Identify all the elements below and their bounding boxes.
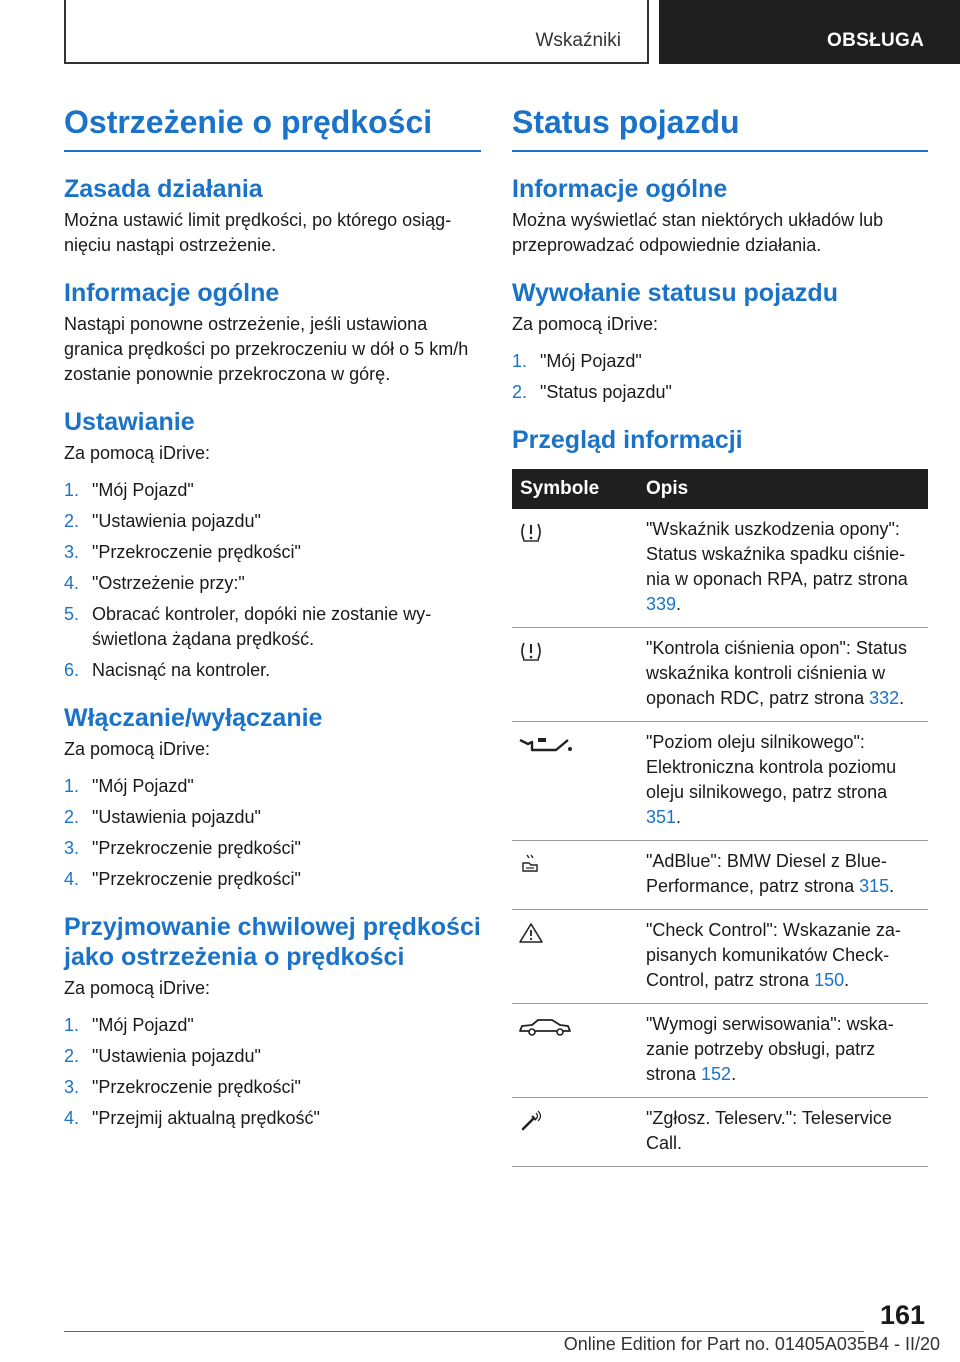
heading-info-left: Informacje ogólne <box>64 279 280 307</box>
list-number: 1. <box>512 351 528 371</box>
list-item <box>64 602 481 652</box>
row-end: . <box>676 594 682 614</box>
row-end: . <box>889 876 895 896</box>
intro-ustawianie: Za pomocą iDrive: <box>64 443 211 463</box>
row-end: . <box>731 1064 737 1084</box>
warning-triangle-icon <box>518 922 544 944</box>
heading-info-right: Informacje ogólne <box>512 175 728 203</box>
page-ref-link[interactable]: 332 <box>869 688 900 708</box>
symbol-cell <box>512 910 636 1004</box>
right-column <box>512 100 928 1167</box>
left-title: Ostrzeżenie o prędkości <box>64 100 481 152</box>
list-number: 3. <box>64 1077 80 1097</box>
oil-can-icon <box>518 734 574 756</box>
page-ref-link[interactable]: 150 <box>814 970 845 990</box>
list-text: "Przekroczenie prędkości" <box>92 542 301 562</box>
text-info-left: Nastąpi ponowne ostrzeżenie, jeśli ustawiona granica prędkości po przekroczeniu w dół o 5 km/h zostanie ponownie przekroczona w górę. <box>64 314 469 384</box>
row-text: "Wskaźnik uszkodzenia opony": Status wskaźnika spadku ciśnienia w oponach RPA, patrz strona <box>646 519 908 589</box>
symbol-cell <box>512 628 636 722</box>
list-number: 4. <box>64 869 80 889</box>
heading-przyjmowanie: Przyjmowanie chwilowej prędkości jako ostrzeżenia o prędkości <box>64 913 481 971</box>
list-text: "Mój Pojazd" <box>92 480 194 500</box>
symbol-cell <box>512 509 636 628</box>
header-section: Wskaźniki <box>535 30 621 51</box>
list-item <box>64 836 481 861</box>
list-number: 3. <box>64 838 80 858</box>
list-wywolanie <box>512 349 928 405</box>
car-service-icon <box>518 1016 572 1038</box>
list-number: 3. <box>64 542 80 562</box>
list-number: 2. <box>512 382 528 402</box>
header-box <box>64 0 649 64</box>
list-item <box>64 478 481 503</box>
list-text: Nacisnąć na kontroler. <box>92 660 271 680</box>
description-cell <box>636 628 928 722</box>
text-info-right: Można wyświetlać stan niektórych układów lub przeprowadzać odpowiednie działania. <box>512 210 884 255</box>
description-cell <box>636 910 928 1004</box>
left-column <box>64 100 481 1151</box>
list-text: "Przekroczenie prędkości" <box>92 838 301 858</box>
table-row <box>512 509 928 628</box>
symbol-cell <box>512 841 636 910</box>
list-number: 2. <box>64 807 80 827</box>
row-text: "Check Control": Wskazanie zapisanych komunikatów Check-Control, patrz strona <box>646 920 901 990</box>
list-item <box>64 1044 481 1069</box>
adblue-icon <box>518 853 542 875</box>
list-text: "Przejmij aktualną prędkość" <box>92 1108 320 1128</box>
description-cell <box>636 1098 928 1167</box>
info-table <box>512 469 928 1167</box>
list-number: 4. <box>64 573 80 593</box>
list-item <box>64 509 481 534</box>
list-text: "Przekroczenie prędkości" <box>92 869 301 889</box>
tire-pressure-icon <box>518 640 544 662</box>
list-text: "Status pojazdu" <box>540 382 672 402</box>
list-text: "Ustawienia pojazdu" <box>92 807 261 827</box>
intro-wlaczanie: Za pomocą iDrive: <box>64 739 211 759</box>
page-ref-link[interactable]: 152 <box>701 1064 732 1084</box>
list-text: "Ustawienia pojazdu" <box>92 511 261 531</box>
table-header-row <box>512 469 928 509</box>
list-item <box>64 1106 481 1131</box>
heading-wywolanie: Wywołanie statusu pojazdu <box>512 279 838 307</box>
list-number: 1. <box>64 1015 80 1035</box>
heading-przeglad: Przegląd informacji <box>512 426 743 454</box>
list-text: "Mój Pojazd" <box>92 776 194 796</box>
heading-wlaczanie: Włączanie/wyłączanie <box>64 704 323 732</box>
page-ref-link[interactable]: 315 <box>859 876 890 896</box>
table-row <box>512 1098 928 1167</box>
list-ustawianie <box>64 478 481 683</box>
footer-edition: Online Edition for Part no. 01405A035B4 - II/20 <box>563 1334 940 1354</box>
list-item <box>512 349 928 374</box>
description-cell <box>636 841 928 910</box>
table-row <box>512 841 928 910</box>
list-number: 5. <box>64 604 80 624</box>
list-item <box>64 1075 481 1100</box>
wrench-call-icon <box>518 1110 544 1132</box>
list-item <box>64 540 481 565</box>
row-text: "AdBlue": BMW Diesel z BluePerformance, patrz strona <box>646 851 887 896</box>
row-text: "Kontrola ciśnienia opon": Status wskaźnika kontroli ciśnienia w oponach RDC, patrz strona <box>646 638 907 708</box>
intro-przyjmowanie: Za pomocą iDrive: <box>64 978 211 998</box>
symbol-cell <box>512 722 636 841</box>
list-text: "Ostrzeżenie przy:" <box>92 573 245 593</box>
list-text: "Przekroczenie prędkości" <box>92 1077 301 1097</box>
list-number: 1. <box>64 776 80 796</box>
row-text: "Poziom oleju silnikowego": Elektroniczna kontrola poziomu oleju silnikowego, patrz strona <box>646 732 897 802</box>
list-item <box>64 658 481 683</box>
list-przyjmowanie <box>64 1013 481 1131</box>
list-number: 1. <box>64 480 80 500</box>
list-number: 2. <box>64 511 80 531</box>
intro-wywolanie: Za pomocą iDrive: <box>512 314 659 334</box>
description-cell <box>636 1004 928 1098</box>
list-wlaczanie <box>64 774 481 892</box>
row-text: "Wymogi serwisowania": wskazanie potrzeby obsługi, patrz strona <box>646 1014 894 1084</box>
row-end: . <box>844 970 850 990</box>
list-item <box>64 571 481 596</box>
right-title: Status pojazdu <box>512 100 928 152</box>
list-number: 2. <box>64 1046 80 1066</box>
table-header-symbole: Symbole <box>512 469 636 509</box>
page-ref-link[interactable]: 339 <box>646 594 677 614</box>
page-number: 161 <box>880 1300 926 1330</box>
table-row <box>512 628 928 722</box>
row-end: . <box>899 688 905 708</box>
symbol-cell <box>512 1098 636 1167</box>
table-header-opis: Opis <box>636 469 928 509</box>
list-text: "Mój Pojazd" <box>540 351 642 371</box>
heading-zasada: Zasada działania <box>64 175 263 203</box>
list-item <box>64 774 481 799</box>
description-cell <box>636 509 928 628</box>
list-item <box>64 867 481 892</box>
description-cell <box>636 722 928 841</box>
list-text: "Ustawienia pojazdu" <box>92 1046 261 1066</box>
row-text: "Zgłosz. Teleserv.": Teleservice Call. <box>646 1108 892 1153</box>
list-item <box>64 805 481 830</box>
table-row <box>512 910 928 1004</box>
symbol-cell <box>512 1004 636 1098</box>
list-text: Obracać kontroler, dopóki nie zostanie wyświetlona żądana prędkość. <box>92 604 432 649</box>
tire-warning-icon <box>518 521 544 543</box>
table-row <box>512 1004 928 1098</box>
list-item <box>512 380 928 405</box>
text-zasada: Można ustawić limit prędkości, po którego osiągnięciu nastąpi ostrzeżenie. <box>64 210 452 255</box>
row-end: . <box>676 807 682 827</box>
list-text: "Mój Pojazd" <box>92 1015 194 1035</box>
list-number: 6. <box>64 660 80 680</box>
footer-divider <box>64 1331 864 1332</box>
heading-ustawianie: Ustawianie <box>64 408 195 436</box>
header-chapter: OBSŁUGA <box>659 0 960 64</box>
table-row <box>512 722 928 841</box>
list-number: 4. <box>64 1108 80 1128</box>
list-item <box>64 1013 481 1038</box>
page-ref-link[interactable]: 351 <box>646 807 677 827</box>
